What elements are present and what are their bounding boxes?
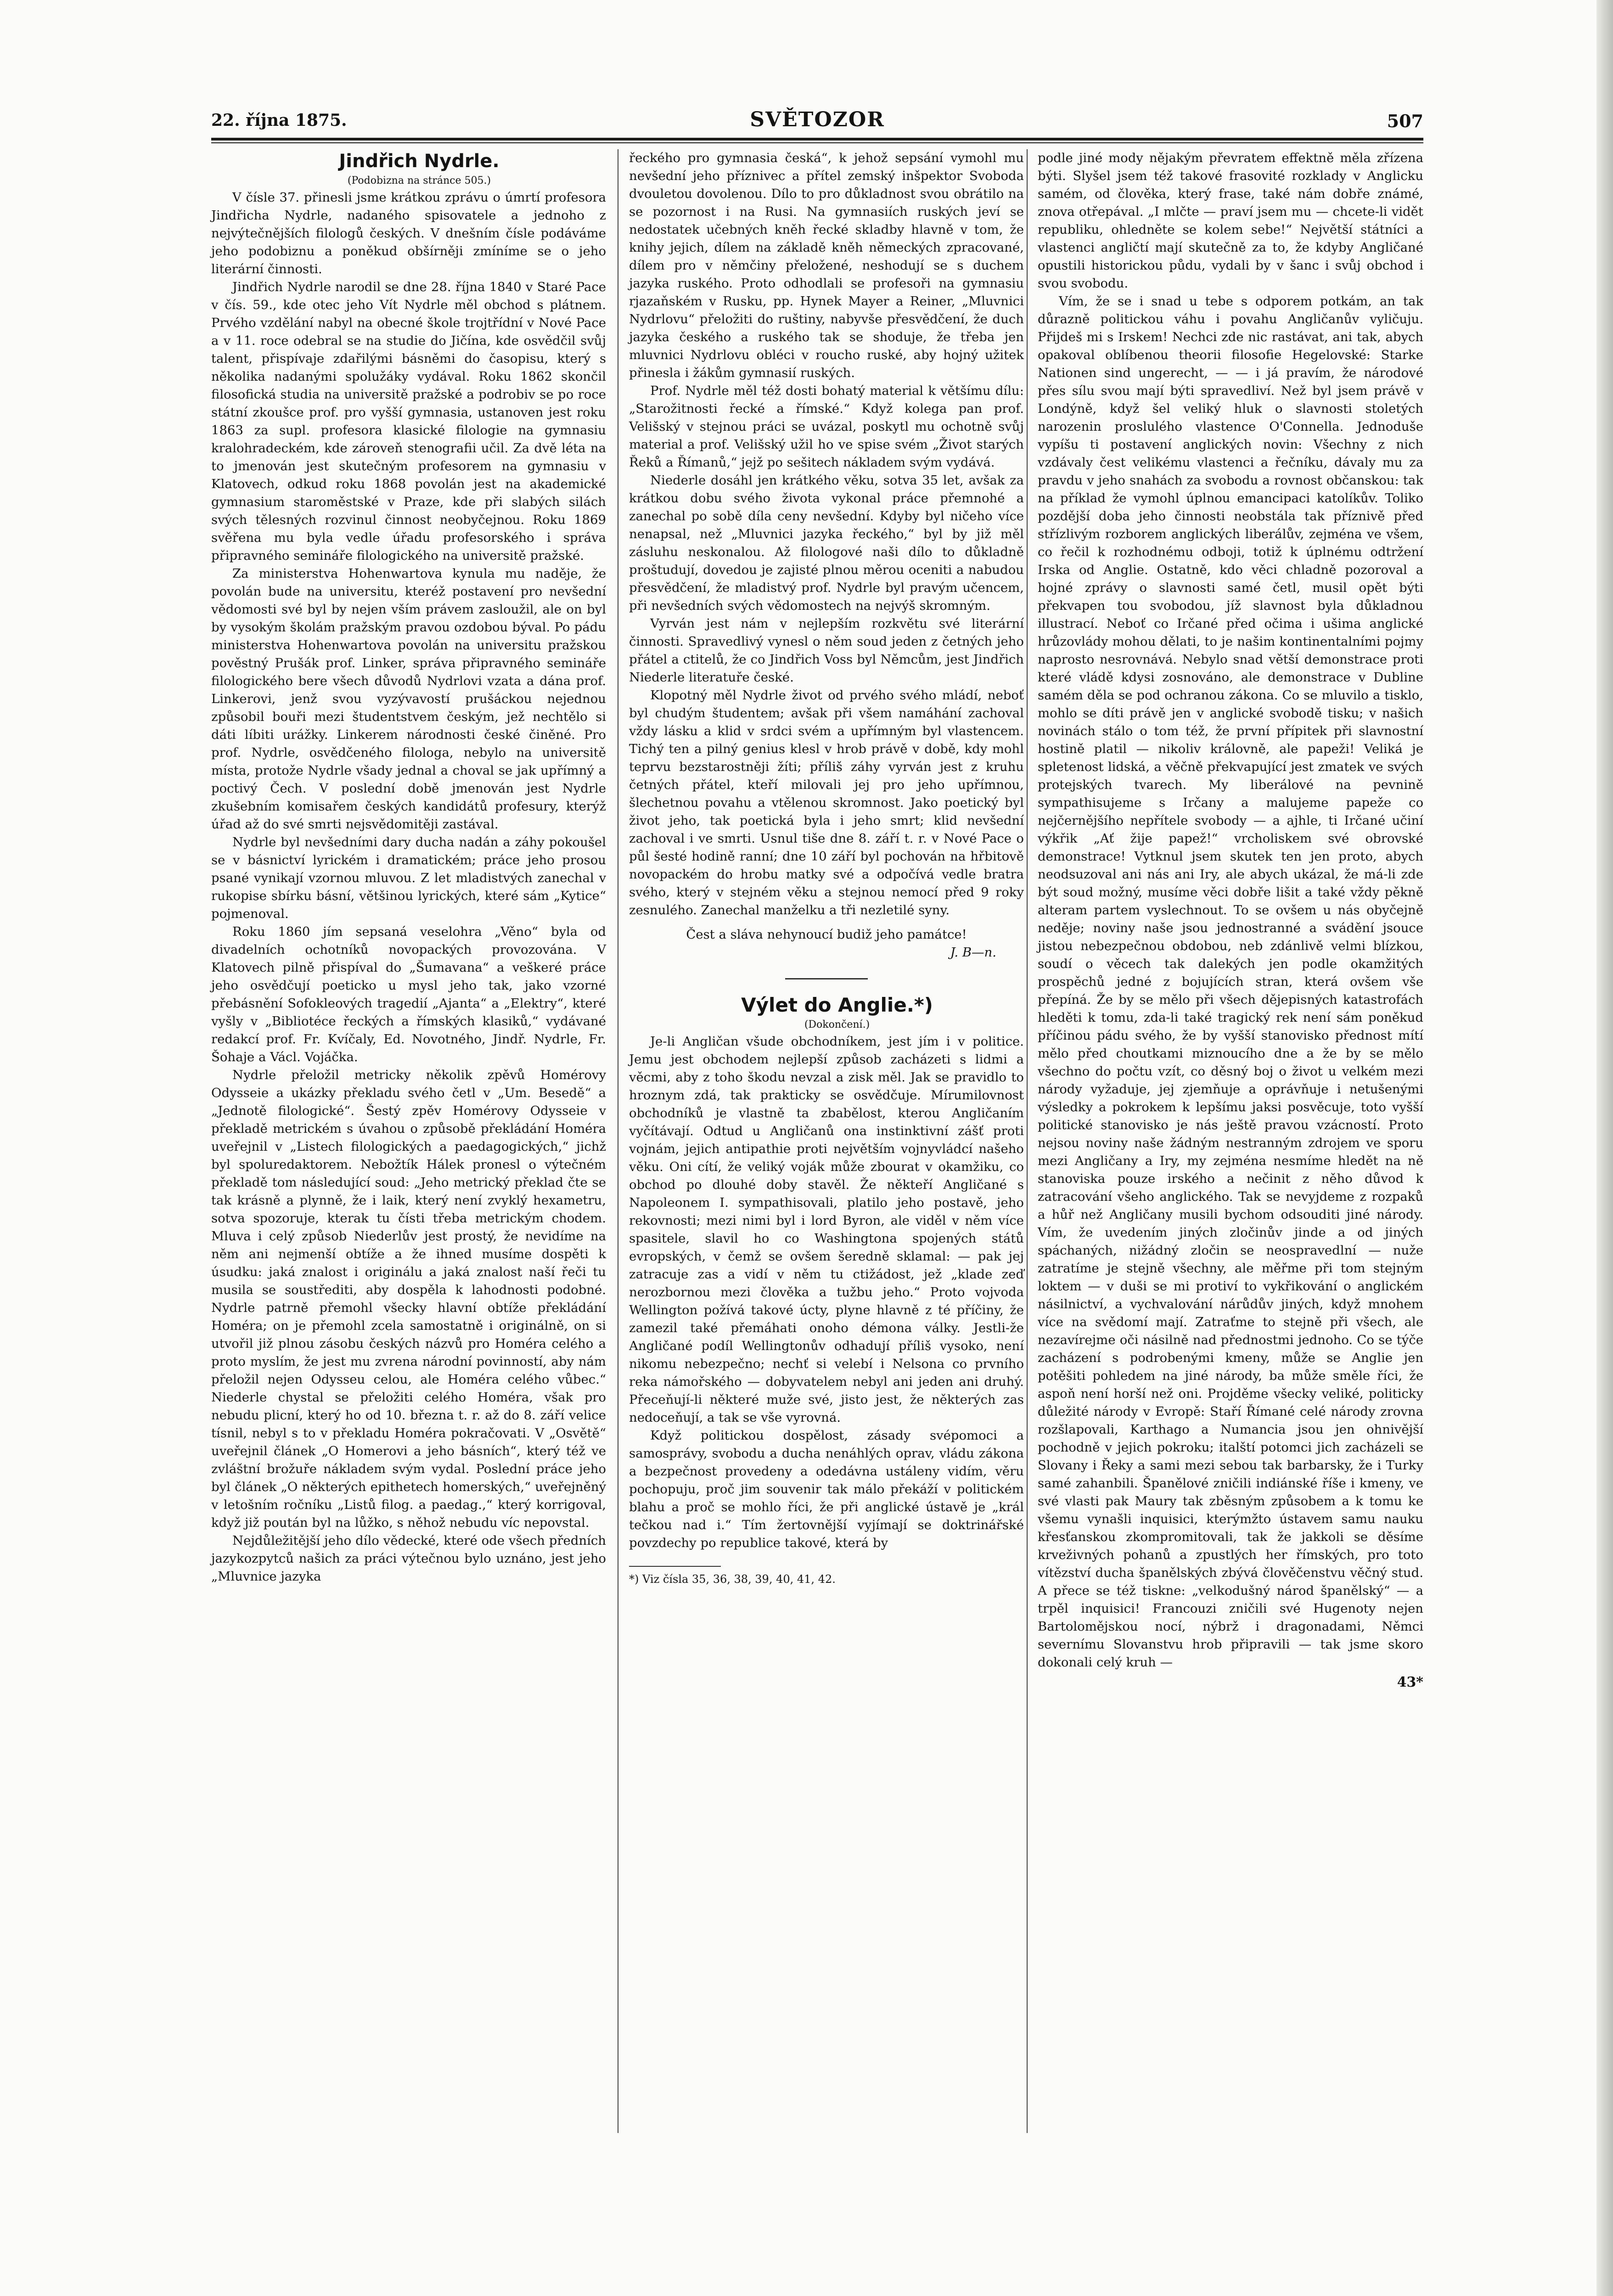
paragraph: Nydrle přeložil metricky několik zpěvů Homérovy Odysseie a ukázky překladu svého četl v „Um. Besedě“ a „Jednotě filologické“. Šestý zpěv Homérovy Odysseie v překladě metrickém s úvahou o způsobě překládání Homéra uveřejnil v „Listech filologických a paedagogických,“ jichž byl spoluredaktorem. Nebožtík Hálek pronesl o výtečném překladě tom následující soud: „Jeho metrický překlad čte se tak krásně a plynně, že i laik, který není zvyklý hexametru, sotva spozoruje, kterak tu čísti třeba metrickým chodem. Mluva i celý způsob Niederlův jest prostý, že nevidíme na něm ani nejmenší obtíže a že ihned musíme dospěti k úsudku: jaká znalost i originálu a jaká znalost naší řeči tu musila se soustřediti, aby dospěla k lahodnosti podobné. Nydrle patrně přemohl všecky hlavní obtíže překládání Homéra; on je přemohl zcela samostatně i originálně, on si utvořil již plnou zásobu českých názvů pro Homéra celého a proto myslím, že jest mu zvrena národní povinností, aby nám přeložil nejen Odysseu celou, ale Homéra celého vůbec.“ Niederle chystal se přeložiti celého Homéra, však pro nebudu plicní, který ho od 10. března t. r. až do 8. září velice tísnil, nebyl s to v překladu Homéra pokračovati. V „Osvětě“ uveřejnil článek „O Homerovi a jeho básních“, který též ve zvláštní brožuře nákladem svým vydal. Poslední práce jeho byl článek „O některých epithetech homerských,“ uveřejněný v letošním ročníku „Listů filog. a paedag.,“ který korrigoval, když již poután byl na lůžko, s něhož nebudu víc nepovstal. <box>211 1068 606 1530</box>
closing-line: Čest a sláva nehynoucí budiž jeho památce! <box>686 927 967 942</box>
header-rule <box>211 138 1423 141</box>
section-divider <box>785 978 868 979</box>
paragraph: Klopotný měl Nydrle život od prvého svého mládí, neboť byl chudým študentem; avšak při všem namáhání zachoval vždy lásku a klid v srdci svém a upřímným byl vlastencem. Tichý ten a pilný genius klesl v hrob právě v době, kdy mohl teprvu bezstarostněji žíti; příliš záhy vyrván jest z kruhu četných přátel, kteří milovali jej pro jeho upřímnou, šlechetnou povahu a vtělenou skromnost. Jako poetický byl život jeho, tak poetická byla i jeho smrt; klid nevšední zachoval i ve smrti. Usnul tiše dne 8. září t. r. v Nové Pace o půl šesté hodině ranní; dne 10 září byl pochován na hřbitově novopackém do hrobu matky své a odpočívá vedle bratra svého, který v stejném věku a stejnou nemocí před 9 roky zesnulého. Zanechal manželku a tři nezletilé syny. <box>629 688 1024 917</box>
paragraph: Vyrván jest nám v nejlepším rozkvětu své literární činnosti. Spravedlivý vynesl o něm soud jeden z četných jeho přátel a ctitelů, že co Jindřich Voss byl Němcům, jest Jindřich Niederle literatuře české. <box>629 616 1024 685</box>
column-1 <box>211 149 606 1586</box>
article-subtitle: (Podobizna na stránce 505.) <box>347 175 491 186</box>
paragraph: Když politickou dospělost, zásady svépomoci a samosprávy, svobodu a ducha nenáhlých oprav, vládu zákona a bezpečnost provedeny a odedávna ustáleny vidím, věru pochopuju, proč jim souvenir tak málo překáží v politickém blahu a proč se mohlo říci, že při anglické ústavě je „král tečkou nad i.“ Tím žertovnější vyjímají se doktrinářské povzdechy po republice takové, která by <box>629 1428 1024 1550</box>
paragraph: Nydrle byl nevšedními dary ducha nadán a záhy pokoušel se v básnictví lyrickém i dramatickém; práce jeho prosou psané vynikají vzornou mluvou. Z let mladistvých zanechal v rukopise sbírku básní, většinou lyrických, které sám „Kytice“ pojmenoval. <box>211 835 606 921</box>
column-2 <box>629 149 1024 1587</box>
column-3 <box>1038 149 1423 1691</box>
binding-edge <box>1596 0 1613 2296</box>
header-rule-thin <box>211 142 1423 143</box>
paragraph: V čísle 37. přinesli jsme krátkou zprávu o úmrtí profesora Jindřicha Nydrle, nadaného spisovatele a jednoho z nejvýtečnějších filologů českých. V dnešním čísle podáváme jeho podobiznu a poněkud obšírněji zmíníme se o jeho literární činnosti. <box>211 190 606 276</box>
paragraph: Roku 1860 jím sepsaná veselohra „Věno“ byla od divadelních ochotníků novopackých provozována. V Klatovech pilně přispíval do „Šumavana“ a veškeré práce jeho osvědčují poeticko u mysl jeho tak, jako vzorné přebásnění Sofokleových tragedií „Ajanta“ a „Elektry“, které vyšly v „Bibliotéce řeckých a římských klasiků,“ vydávané redakcí prof. Fr. Kvíčaly, Ed. Novotného, Jindř. Nydrle, Fr. Šohaje a Václ. Vojáčka. <box>211 924 606 1064</box>
article-subtitle: (Dokončení.) <box>804 1019 870 1030</box>
paragraph: Vím, že se i snad u tebe s odporem potkám, an tak důrazně politickou váhu i povahu Angličanův vyličuju. Přijdeš mi s Irskem! Nechci zde nic rastávat, ani tak, abych opakoval oblíbenou theorii filosofie Hegelovské: Starke Nationen sind ungerecht, — — i já pravím, že národové přes sílu svou mají býti spravedliví. Než byl jsem právě v Londýně, když šel veliký hluk o slavnosti stoletých narozenin proslulého vlastence O'Connella. Jednoduše vypíšu ti postavení anglických novin: Všechny z nich vzdávaly čest velikému vlastenci a řečníku, dávaly mu za pravdu v jeho snahách za svobodu a rovnost občanskou: tak na příklad že vymohl úplnou emancipaci katolíkův. Toliko pozdější doba jeho činnosti neobstála tak příznivě před střízlivým rozborem anglických liberálův, zejména ve všem, co řečil k rozhodnému odboji, totiž k úplnému odtržení Irska od Anglie. Ostatně, kdo věci chladně pozoroval a hojné zprávy o slavnosti samé četl, musil opět býti překvapen tou svobodou, jíž slavnost byla důkladnou illustrací. Neboť co Irčané před očima i ušima anglické hrůzovlády mohou dělati, to je našim kontinentalními pojmy naprosto nesrovnává. Nebylo snad větší demonstrace proti které vládě kdysi zosnováno, ale demonstrace v Dubline samém děla se pod ochranou zákona. Co se mluvilo a tisklo, mohlo se díti právě jen v anglické svobodě tisku; v našich novinách stálo o tom též, že první přípitek při slavnostní hostině platil — nikoliv královně, ale papeži! Veliká je spletenost lidská, a věčně překvapující jest zmatek ve svých protejských tvarech. My liberálové na pevnině sympathisujeme s Irčany a malujeme papeže co nejčernějšího nepřítele svobody — a ajhle, ti Irčané učiní výkřik „Ať žije papež!“ vrcholiskem své obrovské demonstrace! Vytknul jsem skutek ten jen proto, abych neodsuzoval ani nás ani Iry, ale abych ukázal, že má-li zde být soud možný, musíme věci dobře lišit a také vždy pěkně alteram partem vyslechnout. To se ovšem u nás obyčejně neděje; noviny naše jsou jednostranné a svádění jsouce jistou nebezpečnou obdobou, neb zdánlivě velmi blízkou, soudí o věcech tak dalekých jen podle okamžitých prospěchů jedné z bojujících stran, která ovšem vše přepíná. Že by se mělo při všech dějepisných katastrofách hleděti k tomu, zda-li také tragický rek není sám poněkud příčinou pádu svého, že by vyšší stanovisko přednost mítí mělo před choutkami miznoucího dne a že by se mělo všechno do počtu vzít, co děsný boj o život u velkém mezi národy vyžaduje, jej zjemňuje a oprávňuje i netušenými výsledky a pokrokem k lepšímu jaksi posvěcuje, toto vyšší politické stanovisko je nás ještě pravou vzácností. Proto nejsou noviny naše žádným nestranným zdrojem ve sporu mezi Angličany a Iry, my zejména nesmíme hledět na ně stanoviska pouze irského a nečinit z něho důvod k zatracování všeho anglického. Tak se nevyjdeme z rozpaků a hůř než Angličany musili bychom odsouditi jiné národy. Vím, že uvedením jiných zločinův jinde a od jiných spáchaných, nižádný zločin se neospravedlní — nuže zatratíme je stejně všechny, ale měřme při tom stejným loktem — v duši se mi protiví to vykřikování o anglickém násilnictví, a vychvalování nárůdův jiných, když mnohem více na svědomí mají. Zatraťme to stejně při všech, ale nezavírejme oči násilně nad přednostmi jednoho. Co se týče zacházení s podrobenými kmeny, může se Anglie jen potěšiti pohledem na jiné národy, ba může směle říci, že aspoň není horší než oni. Projděme všecky veliké, politicky důležité národy v Evropě: Staří Římané celé národy zrovna rozšlapovali, Karthago a Numancia jsou jen ohnivější pochodně v jejich pokroku; italští potomci jich zacházeli se Slovany i Řeky a sami mezi sebou tak barbarsky, že i Turky samé zahanbili. Španělové zničili indiánské říše i kmeny, ve své vlasti pak Maury tak zběsným způsobem a k tomu ke všemu vynašli inquisici, kterýmžto ústavem samu nauku křesťanskou zkompromitovali, tak že jakkoli se děsíme krveživných pohanů a zpustlých her římských, pro toto vítězství ducha španělských zbývá člověčenstvu věčný stud. A přece se též tiskne: „velkodušný národ španělský“ — a trpěl inquisici! Francouzi zničili své Hugenoty nejen Bartolomějskou nocí, nýbrž i dragonadami, Němci severnímu Slovanstvu hrob připravili — tak jsme skoro dokonali celý kruh — <box>1038 294 1423 1670</box>
signature-mark: 43* <box>1397 1674 1423 1690</box>
paragraph: Jindřich Nydrle narodil se dne 28. října 1840 v Staré Pace v čís. 59., kde otec jeho Vít Nydrle měl obchod s plátnem. Prvého vzdělání nabyl na obecné škole trojtřídní v Nové Pace a v 11. roce odebral se na studie do Jičína, kde osvědčil svůj talent, přispívaje zdařilými básněmi do časopisu, který s několika nadanými spolužáky vydával. Roku 1862 skončil filosofická studia na universitě pražské a podrobiv se po roce státní zkoušce prof. pro vyšší gymnasia, ustanoven jest roku 1863 za supl. profesora klasické filologie na gymnasiu kralohradeckém, kde zároveň stenografii učil. Za dvě léta na to jmenován jest skutečným profesorem na gymnasiu v Klatovech, odkud roku 1868 povolán jest na akademické gymnasium staroměstské v Praze, kde při slabých silách svých tělesných rozvinul činnost neobyčejnou. Roku 1869 svěřena mu byla vedle úřadu profesorského i správa připravného semináře filologického na universitě pražské. <box>211 280 606 563</box>
footnote: *) Viz čísla 35, 36, 38, 39, 40, 41, 42. <box>629 1573 836 1586</box>
page-header <box>211 108 1423 140</box>
paragraph: Za ministerstva Hohenwartova kynula mu naděje, že povolán bude na universitu, kteréž postavení pro nevšední vědomosti své byl by nejen vším právem zasloužil, ale on byl by vysokým školám pražským pravou ozdobou býval. Po pádu ministerstva Hohenwartova povolán na universitu pražskou pověstný Prušák prof. Linker, správa připravného semináře filologického bere všech důvodů Nydrlovi vzata a dána prof. Linkerovi, jenž svou vyzývavostí prušáckou nejednou způsobil bouři mezi študentstvem českým, jež nechtělo si dáti líbiti urážky. Linkerem národnosti české činěné. Pro prof. Nydrle, osvědčeného filologa, nebylo na universitě místa, protože Nydrle všady jednal a choval se jak upřímný a poctivý Čech. V poslední době jmenován jest Nydrle zkušebním komisařem českých kandidátů profesury, kterýž úřad až do své smrti nejsvědomitěji zastával. <box>211 566 606 832</box>
page-number: 507 <box>1387 111 1423 131</box>
paragraph: podle jiné mody nějakým převratem effektně měla zřízena býti. Slyšel jsem též takové frasovité rozklady v Anglicku samém, od člověka, který frase, také nám dobře známé, znova otřepával. „I mlčte — praví jsem mu — chcete-li vidět republiku, ohledněte se kolem sebe!“ Největší státníci a vlastenci angličtí mají skutečně za to, že kdyby Angličané opustili historickou půdu, vydali by v šanc i svůj obchod i svou svobodu. <box>1038 151 1423 291</box>
author-signature: J. B—n. <box>950 945 996 960</box>
article-title-nydrle: Jindřich Nydrle. <box>339 151 500 172</box>
paragraph: řeckého pro gymnasia česká“, k jehož sepsání vymohl mu nevšední jeho příznivec a přítel zemský inšpektor Svoboda dvouletou dovolenou. Dílo to pro důkladnost svou obrátilo na se pozornost i na Rusi. Na gymnasiích ruských jeví se nedostatek učebných kněh řecké skladby hlavně v tom, že knihy jejich, dílem na základě kněh německých zpracované, dílem pro v němčiny přeložené, neshodují se s duchem jazyka ruského. Proto odhodlali se profesoři na gymnasiu rjazaňském v Rusku, pp. Hynek Mayer a Reiner, „Mluvnici Nydrlovu“ přeložiti do ruštiny, nabyvše přesvědčení, že duch jazyka českého a ruského tak se shoduje, že třeba jen mluvnici Nydrlovu obléci v roucho ruské, aby hojný užitek přinesla i žákům gymnasií ruských. <box>629 151 1024 380</box>
magazine-title: SVĚTOZOR <box>750 108 885 131</box>
paragraph: Je-li Angličan všude obchodníkem, jest jím i v politice. Jemu jest obchodem nejlepší způsob zacházeti s lidmi a věcmi, aby z toho škodu nevzal a zisk měl. Jak se pravidlo to hroznym zdá, tak prakticky se osvědčuje. Mírumilovnost obchodníků je vlastně ta zbabělost, kterou Angličaním vyčítávají. Odtud u Angličanů ona instinktivní zášť proti vojnám, jejich antipathie proti největším vojnyvládcí našeho věku. Oni cítí, že veliký voják může zbourat v okamžiku, co obchod po dlouhé doby stavěl. Že někteří Angličané s Napoleonem I. sympathisovali, platilo jeho postavě, jeho rekovnosti; mezi nimi byl i lord Byron, ale viděl v něm více spasitele, slavil ho co Washingtona spojených států evropských, v čemž se ovšem šeredně sklamal: — pak jej zatracuje zas a vidí v něm tu ctižádost, jež „klade zeď nerozbornou mezi člověka a tužbu jeho.“ Proto vojvoda Wellington požívá takové úcty, plyne hlavně z té příčiny, že zamezil také přemáhati onoho démona války. Jestli-že Angličané podíl Wellingtonův odhadují příliš vysoko, není nikomu nebezpečno; nechť si velebí i Nelsona co prvního reka námořského — dobyvatelem nebyl ani jeden ani druhý. Přeceňují-li některé muže své, jisto jest, že některých zas nedoceňují, a tak se vše vyrovná. <box>629 1034 1024 1425</box>
footnote-rule <box>629 1566 721 1567</box>
article-title-vylet: Výlet do Anglie.*) <box>741 994 933 1016</box>
paragraph: Prof. Nydrle měl též dosti bohatý material k většímu dílu: „Starožitnosti řecké a římské.“ Když kolega pan prof. Velišský v stejnou práci se uvázal, poskytl mu ochotně svůj material a prof. Velišský užil ho ve spise svém „Život starých Řeků a Římanů,“ jejž po sešitech nákladem svým vydává. <box>629 383 1024 470</box>
issue-date: 22. října 1875. <box>211 111 347 130</box>
paragraph: Nejdůležitější jeho dílo vědecké, které ode všech předních jazykozpytců našich za práci výtečnou bylo uznáno, jest jeho „Mluvnice jazyka <box>211 1533 606 1584</box>
paragraph: Niederle dosáhl jen krátkého věku, sotva 35 let, avšak za krátkou dobu svého života vykonal práce přemnohé a zanechal po sobě díla ceny nevšední. Kdyby byl ničeho více nenapsal, než „Mluvnici jazyka řeckého,“ byl by již měl zásluhu neskonalou. Až filologové naši dílo to důkladně proštudují, dovedou je zajisté plnou měrou oceniti a nabudou přesvědčení, že mladistvý prof. Nydrle byl pravým učencem, při nevšedních svých vědomostech na nejvýš skromným. <box>629 473 1024 613</box>
column-divider <box>1027 149 1028 2133</box>
